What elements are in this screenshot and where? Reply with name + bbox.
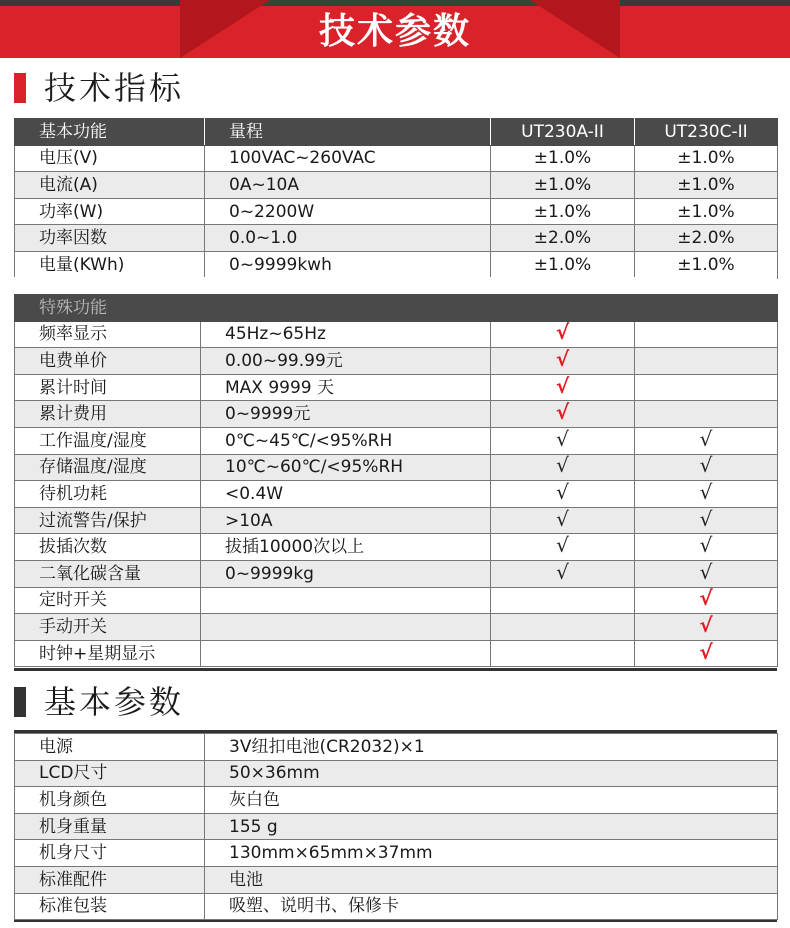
table-row xyxy=(15,348,778,375)
cell-function: 功率(W) xyxy=(15,198,205,225)
cell-support-c xyxy=(635,321,778,348)
cell-function: 电费单价 xyxy=(15,348,201,375)
cell-support-c xyxy=(635,348,778,375)
table-row xyxy=(15,640,778,667)
cell-function: 待机功耗 xyxy=(15,481,201,508)
check-icon: √ xyxy=(699,560,713,584)
check-icon: √ xyxy=(555,321,570,345)
cell-accuracy-c: ±1.0% xyxy=(635,198,778,225)
cell-param-value: 155 g xyxy=(205,813,778,840)
section-title: 技术指标 xyxy=(44,69,185,107)
cell-param-value: 灰白色 xyxy=(205,787,778,814)
cell-support-a xyxy=(491,454,635,481)
banner-photo-strip xyxy=(0,0,790,6)
cell-range: 0.0~1.0 xyxy=(205,225,491,252)
table-row xyxy=(15,321,778,348)
cell-range: 0~9999元 xyxy=(201,401,491,428)
cell-accuracy-a: ±1.0% xyxy=(491,172,635,199)
check-icon: √ xyxy=(699,533,713,558)
cell-support-a xyxy=(491,534,635,561)
cell-function: 过流警告/保护 xyxy=(15,507,201,534)
cell-function: 电压(V) xyxy=(15,145,205,172)
cell-range: 45Hz~65Hz xyxy=(201,321,491,348)
cell-param-value: 130mm×65mm×37mm xyxy=(205,840,778,867)
cell-support-a xyxy=(491,348,635,375)
table-row xyxy=(15,225,778,252)
cell-function: 累计时间 xyxy=(15,374,201,401)
cell-function: 工作温度/湿度 xyxy=(15,427,201,454)
table-row xyxy=(15,145,778,172)
table-header-row xyxy=(15,295,778,322)
check-icon: √ xyxy=(699,454,713,478)
cell-support-a xyxy=(491,481,635,508)
heading-marker xyxy=(14,73,26,103)
check-icon: √ xyxy=(556,507,569,531)
cell-range: 0~9999kwh xyxy=(205,251,491,278)
banner-title: 技术参数 xyxy=(318,11,471,52)
table-row xyxy=(15,374,778,401)
cell-accuracy-a: ±1.0% xyxy=(491,251,635,278)
cell-function: 存储温度/湿度 xyxy=(15,454,201,481)
cell-range: 100VAC~260VAC xyxy=(205,145,491,172)
header-model-c: UT230C-II xyxy=(635,119,778,146)
cell-param-name: 标准包装 xyxy=(15,893,205,920)
cell-range: 0A~10A xyxy=(205,172,491,199)
check-icon: √ xyxy=(555,347,570,371)
cell-support-a xyxy=(491,614,635,641)
cell-range xyxy=(201,614,491,641)
check-icon: √ xyxy=(699,587,713,611)
cell-range: <0.4W xyxy=(201,481,491,508)
table-row xyxy=(15,172,778,199)
header-basic-function: 基本功能 xyxy=(15,119,205,146)
table-row xyxy=(15,534,778,561)
cell-function: 手动开关 xyxy=(15,614,201,641)
divider xyxy=(14,277,777,280)
cell-accuracy-a: ±1.0% xyxy=(491,145,635,172)
check-icon: √ xyxy=(556,427,569,451)
cell-function: 时钟+星期显示 xyxy=(15,640,201,667)
cell-support-a xyxy=(491,427,635,454)
cell-range: 拔插10000次以上 xyxy=(201,534,491,561)
cell-support-a xyxy=(491,560,635,587)
cell-function: 功率因数 xyxy=(15,225,205,252)
cell-support-a xyxy=(491,640,635,667)
cell-accuracy-c: ±1.0% xyxy=(635,251,778,278)
table-header-row xyxy=(15,119,778,146)
cell-range: 0~9999kg xyxy=(201,560,491,587)
section-heading-basic-params xyxy=(14,680,184,724)
cell-accuracy-a: ±1.0% xyxy=(491,198,635,225)
cell-support-c xyxy=(635,560,778,587)
check-icon: √ xyxy=(699,507,713,531)
cell-support-c xyxy=(635,587,778,614)
cell-function: 电流(A) xyxy=(15,172,205,199)
table-row xyxy=(15,198,778,225)
check-icon: √ xyxy=(555,400,570,425)
cell-support-c xyxy=(635,640,778,667)
cell-support-c xyxy=(635,454,778,481)
table-row xyxy=(15,614,778,641)
header-banner xyxy=(0,0,790,58)
cell-accuracy-a: ±2.0% xyxy=(491,225,635,252)
cell-support-c xyxy=(635,614,778,641)
check-icon: √ xyxy=(699,613,713,637)
section-rule xyxy=(14,668,777,671)
cell-support-a xyxy=(491,507,635,534)
cell-param-value: 50×36mm xyxy=(205,760,778,787)
cell-range xyxy=(201,640,491,667)
check-icon: √ xyxy=(555,374,570,398)
cell-param-name: 机身颜色 xyxy=(15,787,205,814)
cell-param-name: LCD尺寸 xyxy=(15,760,205,787)
cell-range: 0.00~99.99元 xyxy=(201,348,491,375)
cell-range: 0℃~45℃/<95%RH xyxy=(201,427,491,454)
cell-support-c xyxy=(635,534,778,561)
check-icon: √ xyxy=(699,640,713,664)
cell-range: MAX 9999 天 xyxy=(201,374,491,401)
cell-range: >10A xyxy=(201,507,491,534)
table-row xyxy=(15,760,778,787)
table-row xyxy=(15,866,778,893)
cell-param-name: 电源 xyxy=(15,734,205,761)
cell-support-c xyxy=(635,401,778,428)
cell-param-value: 电池 xyxy=(205,866,778,893)
cell-function: 电量(KWh) xyxy=(15,251,205,278)
basic-params-table xyxy=(14,733,778,920)
table-row xyxy=(15,587,778,614)
cell-support-c xyxy=(635,481,778,508)
cell-support-a xyxy=(491,587,635,614)
header-model-a: UT230A-II xyxy=(491,119,635,146)
cell-param-name: 标准配件 xyxy=(15,866,205,893)
cell-param-name: 机身尺寸 xyxy=(15,840,205,867)
check-icon: √ xyxy=(556,480,569,504)
cell-support-a xyxy=(491,401,635,428)
bottom-rule xyxy=(14,920,777,922)
cell-support-a xyxy=(491,321,635,348)
check-icon: √ xyxy=(556,560,569,584)
check-icon: √ xyxy=(699,480,713,504)
table-row xyxy=(15,560,778,587)
table-row xyxy=(15,734,778,761)
header-range: 量程 xyxy=(205,119,491,146)
check-icon: √ xyxy=(699,427,713,451)
cell-support-c xyxy=(635,507,778,534)
heading-marker xyxy=(14,687,26,717)
cell-function: 拔插次数 xyxy=(15,534,201,561)
cell-function: 定时开关 xyxy=(15,587,201,614)
header-special-function: 特殊功能 xyxy=(15,295,778,322)
table-row xyxy=(15,401,778,428)
cell-range: 10℃~60℃/<95%RH xyxy=(201,454,491,481)
table-row xyxy=(15,251,778,278)
table-row xyxy=(15,454,778,481)
cell-range: 0~2200W xyxy=(205,198,491,225)
cell-accuracy-c: ±1.0% xyxy=(635,172,778,199)
special-function-table xyxy=(14,294,778,667)
section-heading-specs xyxy=(14,66,184,110)
table-row xyxy=(15,427,778,454)
cell-param-name: 机身重量 xyxy=(15,813,205,840)
cell-accuracy-c: ±1.0% xyxy=(635,145,778,172)
section-title: 基本参数 xyxy=(44,683,185,721)
table-row xyxy=(15,813,778,840)
cell-function: 频率显示 xyxy=(15,321,201,348)
cell-range xyxy=(201,587,491,614)
cell-param-value: 吸塑、说明书、保修卡 xyxy=(205,893,778,920)
cell-param-value: 3V纽扣电池(CR2032)×1 xyxy=(205,734,778,761)
cell-support-c xyxy=(635,374,778,401)
table-row xyxy=(15,481,778,508)
cell-function: 累计费用 xyxy=(15,401,201,428)
cell-accuracy-c: ±2.0% xyxy=(635,225,778,252)
cell-support-c xyxy=(635,427,778,454)
cell-support-a xyxy=(491,374,635,401)
basic-function-table xyxy=(14,118,778,279)
table-row xyxy=(15,840,778,867)
table-row xyxy=(15,787,778,814)
table-row xyxy=(15,893,778,920)
cell-function: 二氧化碳含量 xyxy=(15,560,201,587)
check-icon: √ xyxy=(556,533,569,558)
table-row xyxy=(15,507,778,534)
check-icon: √ xyxy=(556,454,569,478)
